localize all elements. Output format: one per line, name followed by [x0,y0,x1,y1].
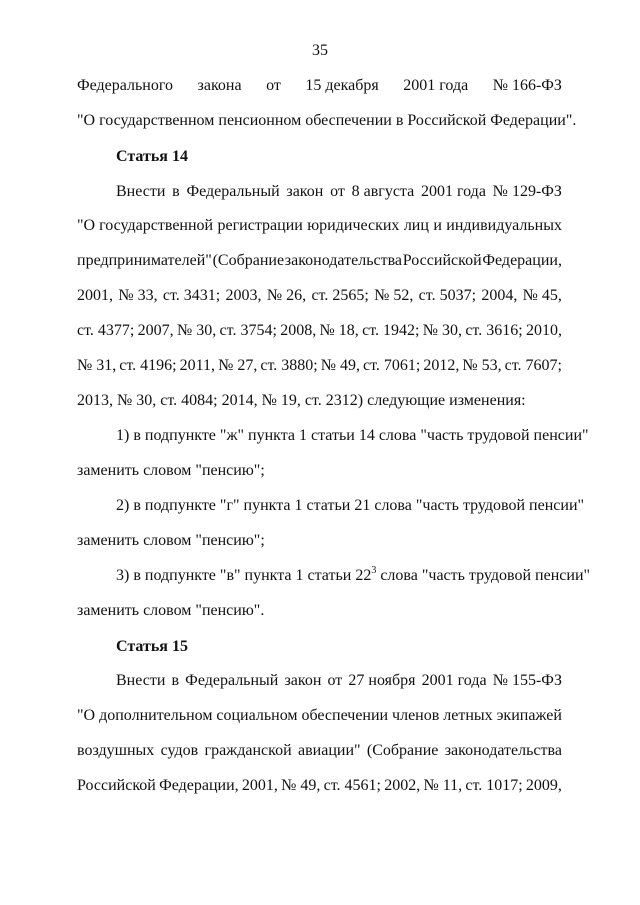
word: 2001, [77,287,113,304]
word: 2001, [241,777,278,794]
word: 2001 года [421,672,487,689]
word: летных [443,707,493,724]
word: ст. 1942; [362,322,420,339]
word: Федерального [77,77,174,94]
word: ст. 4377; [77,322,135,339]
word: ст. 4196; [119,357,177,374]
word: 2002, [384,777,421,794]
word: социальном [216,707,298,724]
word: № 31, [77,357,117,374]
word: ст. 7061; [362,357,421,374]
word: 2007, [137,322,174,339]
article-15-para-line [116,670,562,692]
word: в [172,183,180,200]
word: законодательства [444,742,562,759]
intro-line-1 [77,75,562,97]
word: 27 ноября [348,672,416,689]
superscript: 3 [371,564,377,576]
word: ст. 7607; [504,357,562,374]
word: ст. 5037; [418,287,477,304]
article-14-para-line [77,320,562,342]
word: закон [284,672,322,689]
article-14-para-line [77,285,562,307]
word: юридических [307,217,400,234]
word: лиц [403,217,429,234]
word: Внести [116,672,166,689]
word: законодательства [284,252,403,269]
word: 2008, [280,322,317,339]
article-14-heading: Статья 14 [116,148,188,165]
word: 2012, [423,357,460,374]
word: № 53, [462,357,502,374]
word: регистрации [217,217,303,234]
word: закона [197,77,242,94]
list-item-3-line-1 [116,565,590,587]
list-item-3-text-after: слова "часть трудовой пенсии" [376,567,591,584]
word: 2011, [179,357,216,374]
word: Федеральный [185,672,279,689]
word: Федерации, [159,777,239,794]
word: 2010, [525,322,562,339]
word: гражданской [204,742,292,759]
word: ст. 2565; [311,287,369,304]
word: Внести [116,183,166,200]
page-number: 35 [312,42,328,59]
word: от [266,77,281,94]
word: № 27, [218,357,258,374]
word: от [330,183,345,200]
word: № 18, [319,322,359,339]
word: № 129-ФЗ [492,183,562,200]
word: судов [160,742,199,759]
article-15-para-line [77,705,562,727]
article-15-para-line [77,775,562,797]
word: № 45, [522,287,562,304]
word: 8 августа [351,183,415,200]
list-item-3-text-before: 3) в подпункте "в" пункта 1 статьи 22 [116,567,372,584]
word: № 49, [320,357,360,374]
word: ст. 3431; [162,287,221,304]
intro-line-2: "О государственном пенсионном обеспечении в Российской Федерации". [77,112,577,129]
word: "О дополнительном [77,707,213,724]
word: ст. 3880; [260,357,318,374]
word: (Собрание [212,252,285,269]
word: ст. 3754; [219,322,277,339]
word: № 155-ФЗ [492,672,562,689]
word: индивидуальных [446,217,562,234]
list-item-2-line-2: заменить словом "пенсию"; [77,532,265,549]
word: членов [392,707,440,724]
word: № 30, [422,322,463,339]
word: экипажей [496,707,562,724]
article-14-para-last-line: 2013, № 30, ст. 4084; 2014, № 19, ст. 2312) следующие изменения: [77,392,526,409]
list-item-3-line-2: заменить словом "пенсию". [77,602,265,619]
word: предпринимателей" [77,252,212,269]
word: № 30, [176,322,217,339]
article-14-para-line [116,181,562,203]
article-15-heading: Статья 15 [116,638,188,655]
word: от [327,672,343,689]
word: Федерации, [482,252,562,269]
word: № 49, [281,777,321,794]
list-item-1-line-1: 1) в подпункте "ж" пункта 1 статьи 14 слова "часть трудовой пенсии" [116,427,589,444]
word: Федеральный [186,183,280,200]
word: № 33, [118,287,158,304]
word: ст. 4561; [323,777,381,794]
word: № 166-ФЗ [492,77,562,94]
word: Российской [77,777,156,794]
word: Российской [402,252,482,269]
word: № 26, [266,287,307,304]
article-14-para-line [77,250,562,272]
word: (Собрание [366,742,439,759]
word: в [171,672,180,689]
word: обеспечении [301,707,389,724]
word: ст. 1017; [465,777,523,794]
word: № 11, [423,777,463,794]
list-item-2-line-1: 2) в подпункте "г" пункта 1 статьи 21 слова "часть трудовой пенсии" [116,497,585,514]
word: закон [286,183,324,200]
article-15-para-line [77,740,562,762]
word: 2003, [225,287,262,304]
article-14-para-line [77,215,562,237]
word: 2004, [481,287,518,304]
word: авиации" [298,742,361,759]
word: № 52, [374,287,414,304]
word: 2001 года [420,183,486,200]
word: "О государственной [77,217,214,234]
article-14-para-line [77,355,562,377]
word: 2001 года [403,77,469,94]
word: воздушных [77,742,155,759]
word: 2009, [525,777,562,794]
word: 15 декабря [305,77,379,94]
list-item-1-line-2: заменить словом "пенсию"; [77,462,265,479]
word: и [433,217,442,234]
word: ст. 3616; [465,322,523,339]
